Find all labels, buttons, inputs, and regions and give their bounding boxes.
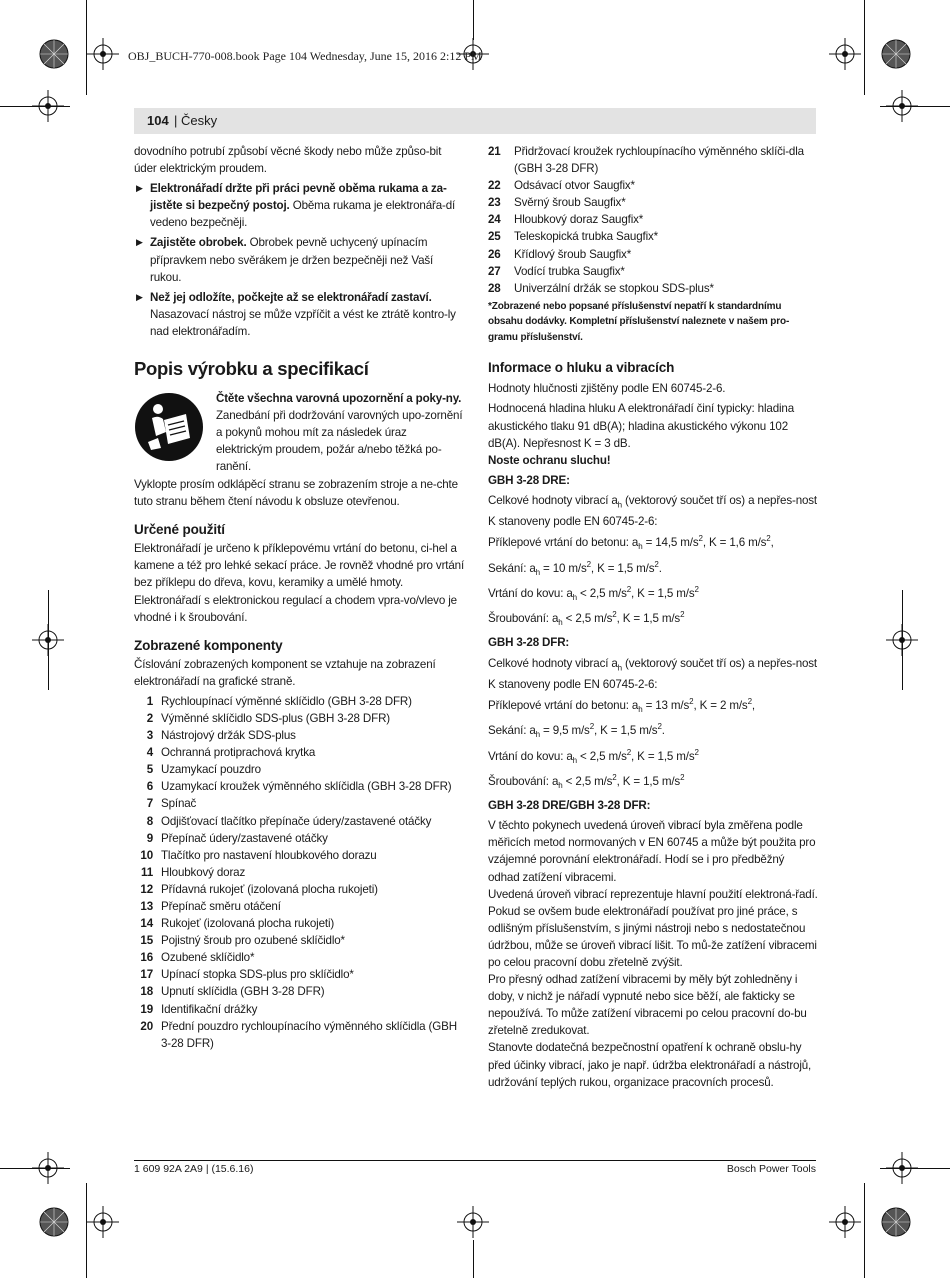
component-item xyxy=(134,1018,466,1052)
warning-block xyxy=(134,390,466,474)
superscript: 2 xyxy=(586,559,591,569)
component-number: 17 xyxy=(140,968,153,982)
component-number: 20 xyxy=(140,1019,153,1033)
component-number: 4 xyxy=(146,746,153,760)
running-header xyxy=(134,108,816,134)
value-label: Šroubování: a xyxy=(488,612,559,626)
subscript: h xyxy=(638,542,643,552)
component-number: 10 xyxy=(140,848,153,862)
component-item xyxy=(134,847,466,864)
uncertainty: , K = 1,5 m/s xyxy=(631,749,695,763)
component-label: Spínač xyxy=(161,797,197,811)
component-number: 8 xyxy=(146,814,153,828)
component-item xyxy=(488,228,818,245)
component-item xyxy=(488,177,818,194)
bullet-triangle-icon: ▶ xyxy=(136,291,143,302)
component-label: Přídavná rukojeť (izolovaná plocha rukojeti) xyxy=(161,882,378,896)
component-label: Přepínač údery/zastavené otáčky xyxy=(161,831,328,845)
bullet-item xyxy=(134,180,466,231)
component-number: 11 xyxy=(141,865,153,879)
component-label: Pojistný šroub pro ozubené sklíčidlo* xyxy=(161,934,345,948)
component-label: Svěrný šroub Saugfix* xyxy=(514,196,626,210)
component-label: Ochranná protiprachová krytka xyxy=(161,746,316,760)
component-number: 14 xyxy=(140,917,153,931)
value: = 9,5 m/s xyxy=(539,724,590,738)
subscript: h xyxy=(617,500,622,510)
noise-paragraph: Hodnoty hlučnosti zjištěny podle EN 60745-2-6. xyxy=(488,382,726,396)
subscript: h xyxy=(617,662,622,672)
value: = 14,5 m/s xyxy=(642,536,699,550)
dfr-title: GBH 3-28 DFR: xyxy=(488,636,570,650)
component-label: Uzamykací kroužek výměnného sklíčidla (GBH 3-28 DFR) xyxy=(161,780,452,794)
component-item xyxy=(134,778,466,795)
read-manual-icon xyxy=(134,392,204,462)
superscript: 2 xyxy=(654,559,659,569)
component-label: Ozubené sklíčidlo* xyxy=(161,951,255,965)
component-item xyxy=(134,795,466,812)
component-label: Výměnné sklíčidlo SDS-plus (GBH 3-28 DFR) xyxy=(161,711,391,725)
superscript: 2 xyxy=(694,584,699,594)
component-item xyxy=(488,263,818,280)
component-number: 18 xyxy=(140,985,153,999)
superscript: 2 xyxy=(626,747,632,757)
component-number: 9 xyxy=(146,831,153,845)
component-item xyxy=(134,881,466,898)
left-column xyxy=(134,143,466,1052)
component-item xyxy=(134,898,466,915)
continued-paragraph: dovodního potrubí způsobí věcné škody nebo může způso-bit úder elektrickým proudem. xyxy=(134,145,442,176)
subscript: h xyxy=(558,618,563,628)
text: Celkové hodnoty vibrací a xyxy=(488,493,618,507)
noise-title: Informace o hluku a vibracích xyxy=(488,360,675,376)
component-label: Přepínač směru otáčení xyxy=(161,900,281,913)
vibration-value-line xyxy=(488,718,818,743)
component-number: 23 xyxy=(488,196,501,210)
print-header: OBJ_BUCH-770-008.book Page 104 Wednesday, June 15, 2016 2:12 PM xyxy=(128,49,482,63)
text: (vektorový součet tří os) a nepřes-nost K stanoveny podle EN 60745-2-6: xyxy=(488,493,818,529)
dre-title: GBH 3-28 DRE: xyxy=(488,473,570,487)
component-label: Přední pouzdro rychloupínacího výměnného sklíčidla (GBH 3-28 DFR) xyxy=(161,1019,457,1050)
text: (vektorový součet tří os) a nepřes-nost K stanoveny podle EN 60745-2-6: xyxy=(488,656,818,691)
component-item xyxy=(134,983,466,1000)
warning-body: Zanedbání při dodržování varovných upo-zornění a pokynů mohou mít za následek úraz elektrickým proudem, požár a/nebo těžká po-ranění. xyxy=(216,409,463,474)
component-item xyxy=(134,949,466,966)
component-number: 24 xyxy=(488,213,501,227)
component-label: Tlačítko pro nastavení hloubkového dorazu xyxy=(161,848,377,862)
vibration-value-line xyxy=(488,744,818,769)
superscript: 2 xyxy=(766,534,771,544)
superscript: 2 xyxy=(612,772,617,782)
subscript: h xyxy=(572,593,577,603)
component-number: 7 xyxy=(146,797,153,811)
component-item xyxy=(488,246,818,263)
component-number: 2 xyxy=(146,711,153,725)
subscript: h xyxy=(638,705,643,715)
dre-values xyxy=(488,530,818,631)
bullet-triangle-icon: ▶ xyxy=(136,183,143,194)
component-number: 13 xyxy=(140,900,153,913)
bullet-item xyxy=(134,234,466,285)
component-item xyxy=(134,727,466,744)
noise-paragraph: Hodnocená hladina hluku A elektronářadí činí typicky: hladina akustického tlaku 91 dB(A); hladina akustického výkonu 102 dB(A). Nepřesnost K = 3 dB. xyxy=(488,402,795,450)
component-number: 26 xyxy=(488,247,501,261)
component-number: 19 xyxy=(140,1002,153,1016)
component-number: 6 xyxy=(146,780,153,794)
component-item xyxy=(134,966,466,983)
component-label: Vodící trubka Saugfix* xyxy=(514,264,625,278)
superscript: 2 xyxy=(657,722,662,732)
superscript: 2 xyxy=(612,610,617,620)
components-list-continued xyxy=(488,143,818,297)
vibration-value-line xyxy=(488,530,818,555)
component-label: Nástrojový držák SDS-plus xyxy=(161,729,296,743)
value: < 2,5 m/s xyxy=(576,586,627,600)
component-label: Upínací stopka SDS-plus pro sklíčidlo* xyxy=(161,968,354,982)
subscript: h xyxy=(558,781,563,791)
component-number: 12 xyxy=(140,882,153,896)
vibration-value-line xyxy=(488,769,818,794)
footer-doc-id: 1 609 92A 2A9 | (15.6.16) xyxy=(134,1163,254,1175)
accessory-note: *Zobrazené nebo popsané příslušenství nepatří k standardnímu obsahu dodávky. Kompletní příslušenství naleznete v našem pro-gramu příslušenství. xyxy=(488,300,790,343)
superscript: 2 xyxy=(698,534,703,544)
component-label: Hloubkový doraz Saugfix* xyxy=(514,213,644,227)
component-label: Hloubkový doraz xyxy=(161,865,246,879)
vibration-paragraph: Pro přesný odhad zatížení vibracemi by měly být zohledněny i doby, v nichž je nářadí vypnuté nebo sice běží, ale fakticky se nepoužívá. To může zatížení vibracemi po celou pracovní do-bu zřetelně zredukovat. xyxy=(488,973,807,1038)
component-item xyxy=(134,813,466,830)
component-label: Odsávací otvor Saugfix* xyxy=(514,179,635,193)
warning-bold: Čtěte všechna varovná upozornění a poky-ny. xyxy=(216,392,462,406)
superscript: 2 xyxy=(747,697,752,707)
component-number: 28 xyxy=(488,281,501,295)
bullet-item xyxy=(134,289,466,340)
bullet-text: Nasazovací nástroj se může vzpříčit a vést ke ztrátě kontro-ly nad elektronářadím. xyxy=(150,307,456,338)
use-title: Určené použití xyxy=(134,522,225,538)
component-label: Identifikační drážky xyxy=(161,1002,258,1016)
component-item xyxy=(134,710,466,727)
subscript: h xyxy=(535,567,540,577)
components-list xyxy=(134,693,466,1052)
superscript: 2 xyxy=(689,697,694,707)
punctuation: . xyxy=(661,724,665,738)
component-number: 22 xyxy=(488,179,501,193)
component-label: Univerzální držák se stopkou SDS-plus* xyxy=(514,281,714,295)
footer-brand: Bosch Power Tools xyxy=(726,1163,816,1175)
component-number: 25 xyxy=(488,230,501,244)
section-title: Popis výrobku a specifikací xyxy=(134,358,369,380)
component-label: Upnutí sklíčidla (GBH 3-28 DFR) xyxy=(161,985,325,999)
vibration-paragraph: V těchto pokynech uvedená úroveň vibrací byla změřena podle měřicích metod normovaných v EN 60745 a může být použita pro vzájemné porovnání elektronářadí. Hodí se i pro předběžný odhad zatížení vibracemi. xyxy=(488,819,816,884)
both-title: GBH 3-28 DRE/GBH 3-28 DFR: xyxy=(488,799,651,813)
bullet-text: Oběma rukama je elektronářa-dí vedeno bezpečněji. xyxy=(150,199,456,230)
vibration-value-line xyxy=(488,693,818,718)
uncertainty: , K = 2 m/s xyxy=(693,698,748,712)
punctuation: , xyxy=(770,536,774,550)
fold-instruction: Vyklopte prosím odklápěcí stranu se zobrazením stroje a ne-chte tuto stranu během čtení návodu k obsluze otevřenou. xyxy=(134,478,458,509)
uncertainty: , K = 1,5 m/s xyxy=(631,586,695,600)
superscript: 2 xyxy=(589,722,594,732)
component-label: Rychloupínací výměnné sklíčidlo (GBH 3-28 DFR) xyxy=(161,694,412,708)
component-item xyxy=(488,194,818,211)
uncertainty: , K = 1,5 m/s xyxy=(616,612,681,626)
vibration-value-line xyxy=(488,556,818,581)
component-label: Odjišťovací tlačítko přepínače údery/zastavené otáčky xyxy=(161,814,432,828)
value-label: Sekání: a xyxy=(488,724,536,738)
component-item xyxy=(134,1001,466,1018)
value-label: Vrtání do kovu: a xyxy=(488,749,573,763)
value-label: Vrtání do kovu: a xyxy=(488,586,573,600)
text: Celkové hodnoty vibrací a xyxy=(488,656,618,670)
component-number: 3 xyxy=(146,729,153,743)
component-number: 5 xyxy=(146,763,153,777)
component-item xyxy=(134,915,466,932)
superscript: 2 xyxy=(626,584,632,594)
language-label: | Česky xyxy=(174,113,218,128)
component-number: 27 xyxy=(488,264,501,278)
component-item xyxy=(134,744,466,761)
component-item xyxy=(134,761,466,778)
value-label: Příklepové vrtání do betonu: a xyxy=(488,536,639,550)
bullet-triangle-icon: ▶ xyxy=(136,237,143,248)
value-label: Sekání: a xyxy=(488,561,536,575)
subscript: h xyxy=(535,730,540,740)
component-label: Křídlový šroub Saugfix* xyxy=(514,247,632,261)
value: < 2,5 m/s xyxy=(576,749,627,763)
use-text: Elektronářadí je určeno k příklepovému vrtání do betonu, ci-hel a kamene a též pro lehké sekací práce. Je rovněž vhodné pro vrtání bez příklepu do dřeva, kovu, keramiky a umělé hmoty. Elektronářadí s elektronickou regulací a chodem vpra-vo/vlevo je vhodné i k šroubování. xyxy=(134,542,465,624)
bullet-bold: Než jej odložíte, počkejte až se elektronářadí zastaví. xyxy=(150,290,432,304)
component-number: 16 xyxy=(140,951,153,965)
component-item xyxy=(134,693,466,710)
warning-text xyxy=(216,390,466,475)
component-item xyxy=(134,864,466,881)
uncertainty: , K = 1,5 m/s xyxy=(616,774,681,788)
components-title: Zobrazené komponenty xyxy=(134,637,283,653)
value: = 10 m/s xyxy=(539,561,587,575)
punctuation: . xyxy=(658,561,662,575)
uncertainty: , K = 1,5 m/s xyxy=(594,724,658,738)
vibration-paragraph: Stanovte dodatečná bezpečnostní opatření k ochraně obslu-hy před účinky vibrací, jako je např. údržba elektronářadí a nástrojů, udržování teplých rukou, organizace pracovních procesů. xyxy=(488,1041,812,1089)
dre-intro xyxy=(488,492,818,531)
component-number: 15 xyxy=(140,934,153,948)
uncertainty: , K = 1,6 m/s xyxy=(702,536,767,550)
bullet-bold: Zajistěte obrobek. xyxy=(150,236,247,250)
superscript: 2 xyxy=(680,610,685,620)
footer-rule xyxy=(134,1160,816,1161)
superscript: 2 xyxy=(694,747,699,757)
component-item xyxy=(488,280,818,297)
vibration-paragraph: Uvedená úroveň vibrací reprezentuje hlavní použití elektroná-řadí. Pokud se ovšem bude elektronářadí používat pro jiné práce, s odlišným příslušenstvím, s jinými nástroji nebo s nedostatečnou údržbou, může se úroveň vibrací lišit. To mů-že zatížení vibracemi po celou pracovní dobu zřetelně zvýšit. xyxy=(488,887,818,969)
component-number: 1 xyxy=(146,694,153,708)
dfr-values xyxy=(488,693,818,794)
hearing-protection: Noste ochranu sluchu! xyxy=(488,453,611,467)
vibration-value-line xyxy=(488,581,818,606)
dfr-intro xyxy=(488,655,818,694)
component-item xyxy=(134,932,466,949)
component-label: Uzamykací pouzdro xyxy=(161,763,261,777)
value-label: Šroubování: a xyxy=(488,774,559,788)
vibration-value-line xyxy=(488,606,818,631)
punctuation: , xyxy=(751,698,755,712)
component-item xyxy=(488,211,818,228)
component-number: 21 xyxy=(488,145,501,158)
component-item xyxy=(488,143,818,177)
component-label: Rukojeť (izolovaná plocha rukojeti) xyxy=(161,917,335,931)
value: = 13 m/s xyxy=(642,698,690,712)
value-label: Příklepové vrtání do betonu: a xyxy=(488,698,639,712)
right-column xyxy=(488,143,818,1091)
component-label: Přidržovací kroužek rychloupínacího výměnného sklíči-dla (GBH 3-28 DFR) xyxy=(514,145,804,176)
uncertainty: , K = 1,5 m/s xyxy=(590,561,655,575)
components-intro: Číslování zobrazených komponent se vztahuje na zobrazení elektronářadí na grafické straně. xyxy=(134,657,436,688)
superscript: 2 xyxy=(680,772,685,782)
value: < 2,5 m/s xyxy=(562,774,613,788)
bullet-text: Obrobek pevně uchycený upínacím přípravkem nebo svěrákem je držen bezpečněji než Vaší rukou. xyxy=(150,236,434,284)
subscript: h xyxy=(572,755,577,765)
bullet-bold: Elektronářadí držte při práci pevně oběma rukama a za-jistěte si bezpečný postoj. xyxy=(150,182,447,213)
component-item xyxy=(134,830,466,847)
page-number: 104 xyxy=(147,113,169,128)
value: < 2,5 m/s xyxy=(562,612,613,626)
component-label: Teleskopická trubka Saugfix* xyxy=(514,230,659,244)
